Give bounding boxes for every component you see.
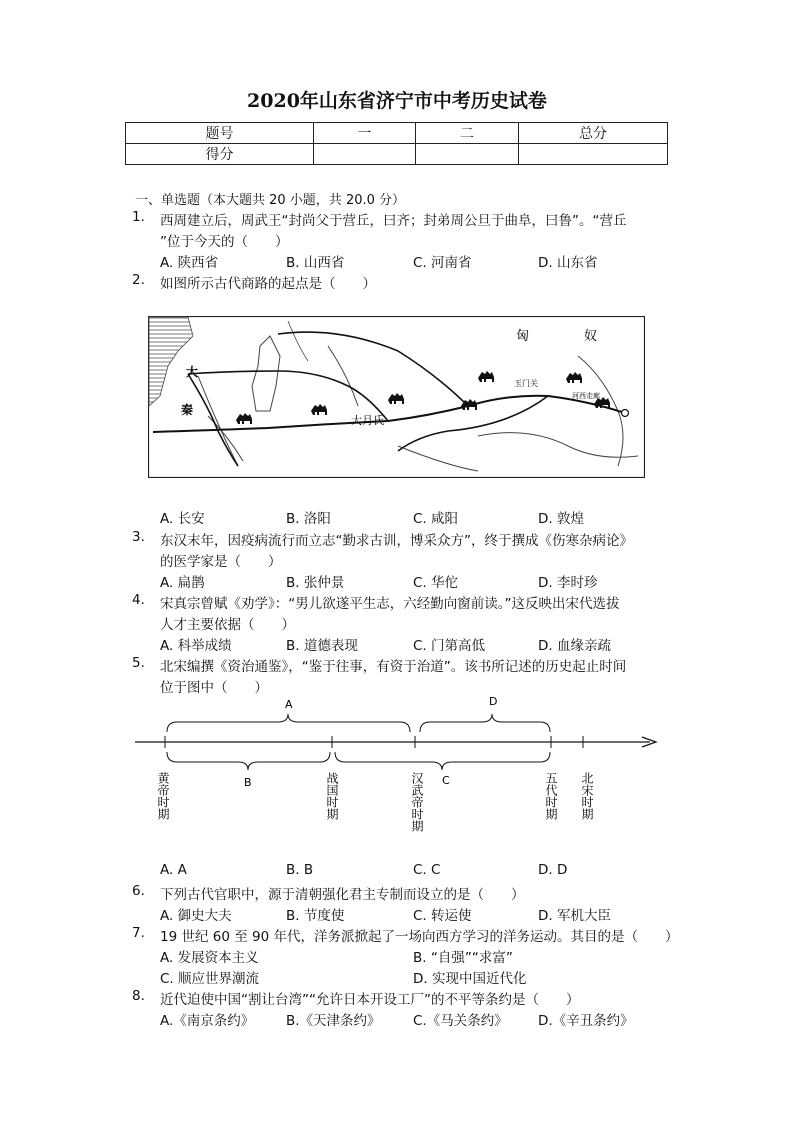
option-b[interactable]: B. 洛阳 [286, 511, 331, 527]
option-c[interactable]: C. 顺应世界潮流 [160, 971, 260, 987]
question-text: 东汉末年，因疫病流行而立志“勤求古训，博采众方”，终于撰成《伤寒杂病论》 [160, 533, 633, 549]
question-number: 4. [132, 592, 145, 608]
question-number: 3. [132, 529, 145, 545]
period-label: 五代时期 [544, 772, 558, 820]
table-cell: 二 [416, 123, 519, 144]
map-label-xiongnu: 奴 [584, 329, 598, 344]
option-b[interactable]: B. 山西省 [286, 255, 345, 271]
option-c[interactable]: C.《马关条约》 [413, 1013, 508, 1029]
map-label-hexi: 河西走廊 [572, 392, 600, 400]
map-label-da: 大 [186, 365, 199, 379]
table-cell[interactable] [416, 144, 519, 165]
table-row [126, 123, 668, 144]
table-cell[interactable] [519, 144, 668, 165]
question-number: 5. [132, 655, 145, 671]
map-label-xiongnu: 匈 [516, 329, 530, 344]
option-a[interactable]: A. 科举成绩 [160, 638, 232, 654]
option-a[interactable]: A. 长安 [160, 511, 205, 527]
option-c[interactable]: C. 华佗 [413, 575, 459, 591]
option-b[interactable]: B. 道德表现 [286, 638, 358, 654]
option-d[interactable]: D. 实现中国近代化 [413, 971, 527, 987]
option-a[interactable]: A.《南京条约》 [160, 1013, 255, 1029]
option-d[interactable]: D. D [538, 862, 568, 878]
table-cell: 题号 [126, 123, 314, 144]
option-d[interactable]: D. 血缘亲疏 [538, 638, 611, 654]
question-text: 西周建立后，周武王“封尚父于营丘，曰齐；封弟周公旦于曲阜，曰鲁”。“营丘 [160, 213, 627, 229]
question-text: 19 世纪 60 至 90 年代，洋务派掀起了一场向西方学习的洋务运动。其目的是（ ） [160, 929, 679, 945]
option-d[interactable]: D.《辛丑条约》 [538, 1013, 634, 1029]
option-a[interactable]: A. 发展资本主义 [160, 950, 259, 966]
question-number: 8. [132, 988, 145, 1004]
question-text: 下列古代官职中，源于清朝强化君主专制而设立的是（ ） [160, 887, 525, 903]
map-label-yuezhi: 大月氏 [351, 414, 384, 427]
option-c[interactable]: C. C [413, 862, 441, 878]
trade-route-map [148, 316, 645, 478]
period-label: 战国时期 [325, 772, 339, 820]
map-label-qin: 秦 [181, 403, 194, 417]
brace-label-b: B [244, 776, 252, 789]
table-cell: 一 [314, 123, 416, 144]
question-text: 位于图中（ ） [160, 680, 268, 696]
table-cell[interactable] [314, 144, 416, 165]
map-label-yumen: 玉门关 [514, 379, 538, 388]
option-d[interactable]: D. 军机大臣 [538, 908, 611, 924]
option-d[interactable]: D. 敦煌 [538, 511, 584, 527]
table-row [126, 144, 668, 165]
question-text: ”位于今天的（ ） [160, 234, 289, 250]
question-text: 如图所示古代商路的起点是（ ） [160, 276, 376, 292]
section-heading: 一、单选题（本大题共 20 小题，共 20.0 分） [135, 193, 406, 208]
question-text: 北宋编撰《资治通鉴》，“鉴于往事，有资于治道”。该书所记述的历史起止时间 [160, 659, 627, 675]
question-text: 的医学家是（ ） [160, 554, 282, 570]
score-table [125, 122, 668, 165]
table-cell: 得分 [126, 144, 314, 165]
brace-label-d: D [489, 695, 498, 708]
timeline-diagram [130, 690, 670, 850]
brace-label-c: C [442, 774, 450, 787]
brace-label-a: A [285, 698, 293, 711]
option-b[interactable]: B. 节度使 [286, 908, 345, 924]
page-title: 2020年山东省济宁市中考历史试卷 [247, 90, 547, 112]
period-label: 汉武帝时期 [410, 772, 424, 832]
question-number: 1. [132, 209, 145, 225]
option-a[interactable]: A. 御史大夫 [160, 908, 232, 924]
option-b[interactable]: B. 张仲景 [286, 575, 345, 591]
question-number: 2. [132, 272, 145, 288]
option-a[interactable]: A. A [160, 862, 187, 878]
option-b[interactable]: B.《天津条约》 [286, 1013, 381, 1029]
table-cell: 总分 [519, 123, 668, 144]
question-text: 人才主要依据（ ） [160, 617, 295, 633]
period-label: 北宋时期 [580, 772, 594, 820]
option-c[interactable]: C. 河南省 [413, 255, 472, 271]
option-a[interactable]: A. 陕西省 [160, 255, 219, 271]
period-label: 黄帝时期 [156, 772, 170, 820]
question-number: 7. [132, 925, 145, 941]
option-c[interactable]: C. 门第高低 [413, 638, 486, 654]
option-b[interactable]: B. “自强”“求富” [413, 950, 513, 966]
question-number: 6. [132, 883, 145, 899]
option-a[interactable]: A. 扁鹊 [160, 575, 205, 591]
question-text: 宋真宗曾赋《劝学》：“男儿欲遂平生志，六经勤向窗前读。”这反映出宋代选拔 [160, 596, 620, 612]
option-d[interactable]: D. 李时珍 [538, 575, 598, 591]
option-c[interactable]: C. 咸阳 [413, 511, 459, 527]
question-text: 近代迫使中国“割让台湾”“允许日本开设工厂”的不平等条约是（ ） [160, 992, 580, 1008]
option-d[interactable]: D. 山东省 [538, 255, 598, 271]
option-b[interactable]: B. B [286, 862, 314, 878]
option-c[interactable]: C. 转运使 [413, 908, 472, 924]
